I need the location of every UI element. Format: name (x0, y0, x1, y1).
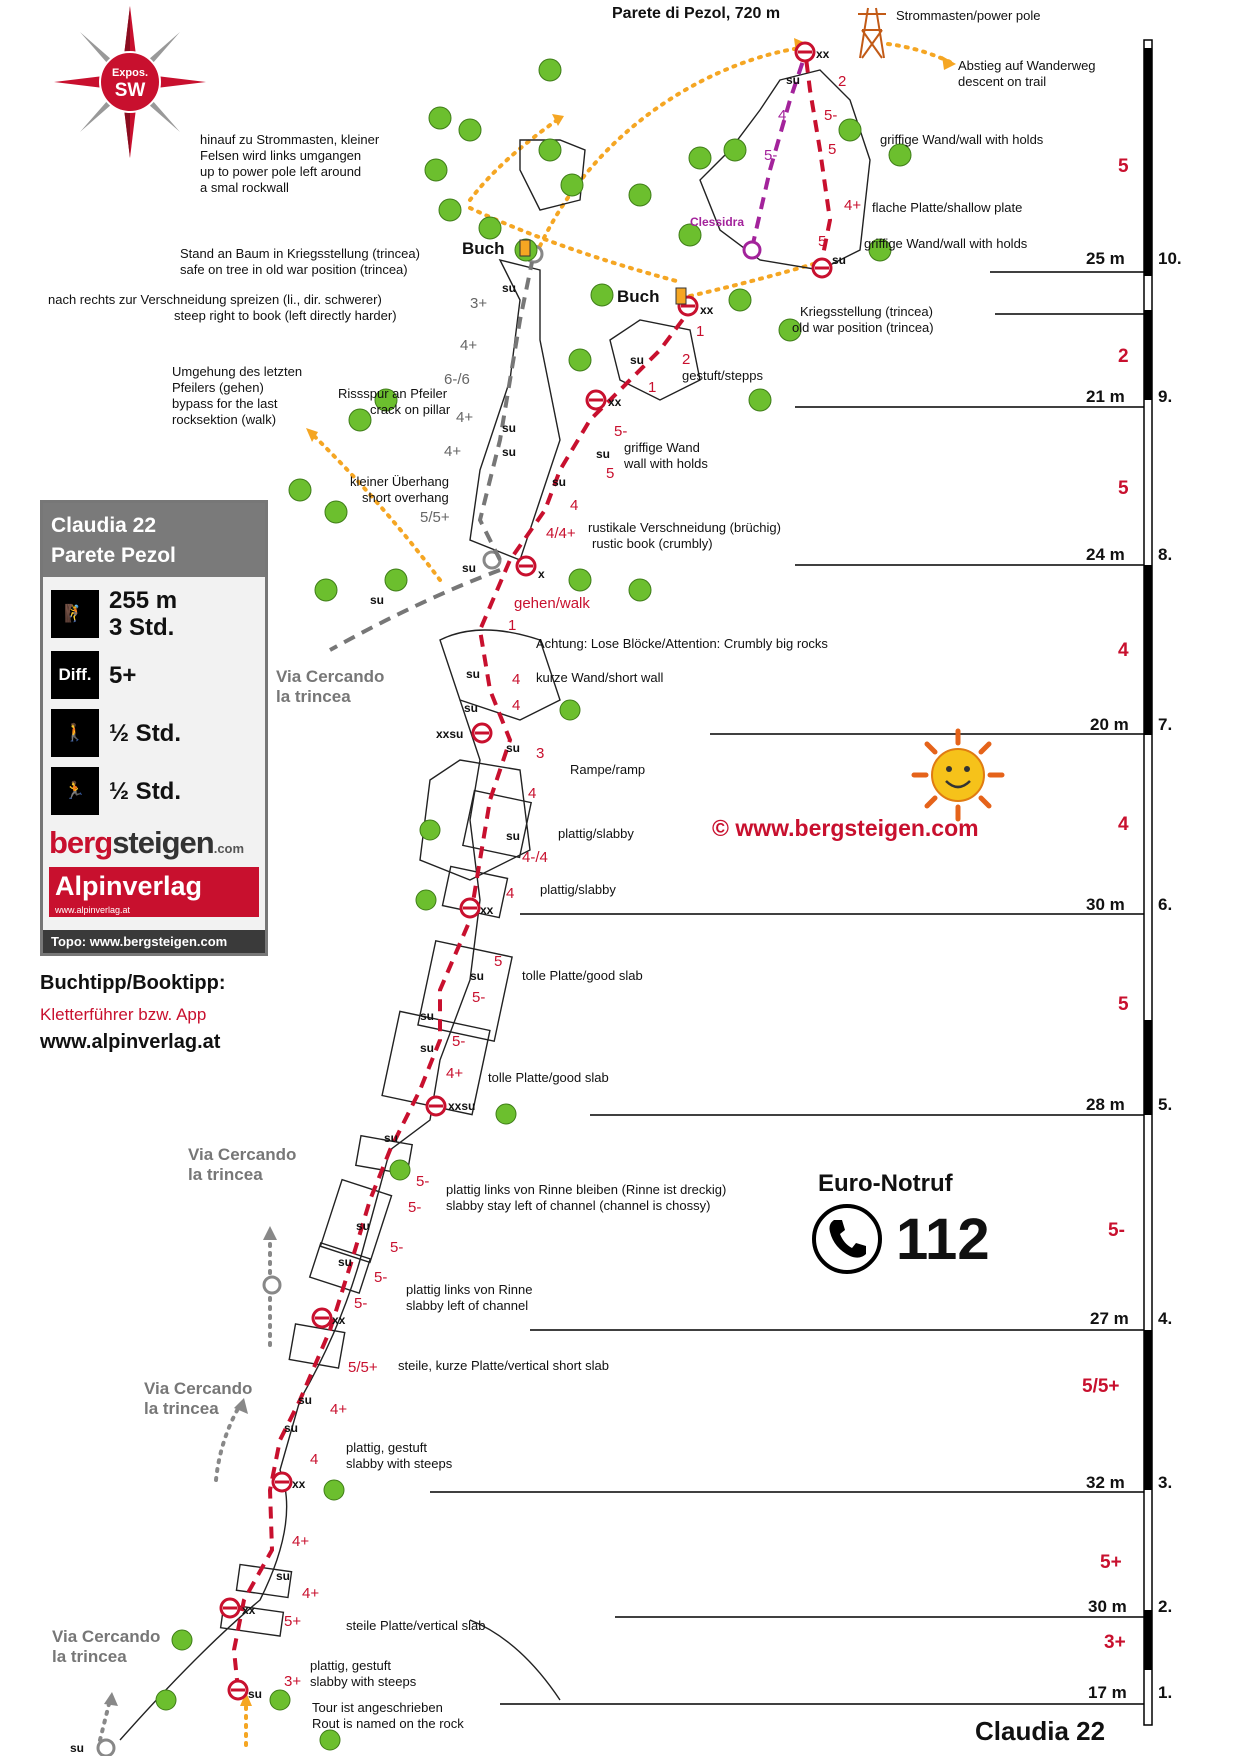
grade-label: 2 (838, 73, 847, 90)
note-overhang-2: short overhang (362, 490, 449, 505)
power-pole-icon (858, 8, 886, 58)
book-tip (40, 972, 226, 1054)
descent-time: ½ Std. (109, 777, 182, 805)
grade-label: 3+ (284, 1673, 302, 1690)
book-marker-icon (676, 288, 686, 304)
info-difficulty-row (51, 651, 257, 699)
note-powerpole-3: up to power pole left around (200, 164, 362, 179)
marker-su: su (462, 561, 477, 575)
bergsteigen-logo: bergsteigen.com (49, 825, 245, 860)
note-slabby-2: plattig/slabby (540, 882, 616, 897)
note-wallholds-mid: griffige Wand/wall with holds (864, 236, 1028, 251)
note-tree-2: safe on tree in old war position (trincea) (180, 262, 408, 277)
info-header (43, 503, 265, 577)
buch-label-1: Buch (462, 239, 505, 258)
clessidra-station-icon (744, 242, 760, 258)
marker-su: su (502, 445, 517, 459)
via-cercando-1a: Via Cercando (276, 667, 385, 686)
note-shortwall: kurze Wand/short wall (536, 670, 664, 685)
marker-xx: xx (608, 395, 622, 409)
note-slabby-1: plattig/slabby (558, 826, 634, 841)
note-bypass-3: bypass for the last (172, 396, 278, 411)
marker-su: su (420, 1009, 435, 1023)
pitch-8-grade: 5 (1118, 478, 1129, 499)
marker-xx: xx (816, 47, 830, 61)
pitch-9-number: 9. (1158, 387, 1173, 406)
grade-label: 5- (614, 423, 628, 440)
grade-label: 4 (310, 1451, 319, 1468)
note-channel-1: plattig links von Rinne bleiben (Rinne ist dreckig) (446, 1182, 727, 1197)
pitch-8-number: 8. (1158, 545, 1173, 564)
pitch-4-grade: 5- (1108, 1220, 1125, 1241)
marker-su: su (464, 701, 479, 715)
note-overhang-1: kleiner Überhang (350, 474, 450, 489)
note-powerpole-4: a smal rockwall (200, 180, 289, 195)
grade-label: 5/5+ (348, 1359, 378, 1376)
grade-label: 5- (452, 1033, 466, 1050)
grade-label: 5- (824, 107, 838, 124)
note-tree-1: Stand an Baum in Kriegsstellung (trincea) (180, 246, 420, 261)
note-steps-4: slabby with steeps (310, 1674, 417, 1689)
topo-credit: Topo: www.bergsteigen.com (43, 930, 265, 953)
note-clessidra: Clessidra (690, 215, 745, 229)
note-steps-1: plattig, gestuft (346, 1440, 427, 1455)
via-cercando-1b: la trincea (276, 687, 351, 706)
via-cercando-3a: Via Cercando (144, 1379, 253, 1398)
marker-su: su (552, 475, 567, 489)
note-ramp: Rampe/ramp (570, 762, 646, 777)
marker-su: su (70, 1741, 85, 1755)
power-pole-label: Strommasten/power pole (896, 8, 1041, 23)
marker-su: su (420, 1041, 435, 1055)
info-descent-row (51, 767, 257, 815)
pitch-2-grade: 5+ (1100, 1552, 1122, 1573)
grade-label: 5+ (284, 1613, 302, 1630)
note-crack-2: crack on pillar (370, 402, 451, 417)
marker-su: su (338, 1255, 353, 1269)
note-named-1: Tour ist angeschrieben (312, 1700, 443, 1715)
pitch-labels (1082, 156, 1182, 1702)
gray-anchor-icon (264, 1277, 280, 1293)
note-attention: Achtung: Lose Blöcke/Attention: Crumbly big rocks (536, 636, 828, 651)
pitch-1-number: 1. (1158, 1683, 1173, 1702)
pitch-6-grade: 4 (1118, 814, 1129, 835)
pitch-2-number: 2. (1158, 1597, 1173, 1616)
grade-label: 4+ (460, 337, 478, 354)
footer-route-title: Claudia 22 (975, 1716, 1106, 1746)
copyright-notice: © www.bergsteigen.com (712, 815, 979, 841)
pitch-3-grade: 5/5+ (1082, 1376, 1120, 1397)
grade-label: 1 (648, 379, 657, 396)
note-trincea-2: old war position (trincea) (792, 320, 934, 335)
emergency-title: Euro-Notruf (818, 1170, 953, 1197)
marker-su: su (466, 667, 481, 681)
pitch-1-grade: 3+ (1104, 1632, 1126, 1653)
pitch-8-length: 24 m (1086, 545, 1125, 564)
marker-xx: xx (292, 1477, 306, 1491)
grade-label: 4 (512, 697, 521, 714)
route-info-box (40, 500, 268, 956)
grade-label: 4+ (456, 409, 474, 426)
marker-su: su (630, 353, 645, 367)
marker-su: su (284, 1421, 299, 1435)
note-goodslab-1: tolle Platte/good slab (522, 968, 643, 983)
note-rustic-2: rustic book (crumbly) (592, 536, 713, 551)
grade-label: 4+ (292, 1533, 310, 1550)
grade-label: 5 (828, 141, 837, 158)
book-tip-subtitle: Kletterführer bzw. App (40, 1005, 207, 1024)
climber-icon: 🧗 (51, 590, 99, 638)
note-right-1: nach rechts zur Verschneidung spreizen (li., dir. schwerer) (48, 292, 382, 307)
info-approach-row (51, 709, 257, 757)
note-walk: gehen/walk (514, 595, 590, 612)
note-steps-3: plattig, gestuft (310, 1658, 391, 1673)
grade-label: 6-/6 (444, 371, 470, 388)
marker-su: su (506, 829, 521, 843)
note-vertical: steile, kurze Platte/vertical short slab (398, 1358, 609, 1373)
note-steps-2: slabby with steeps (346, 1456, 453, 1471)
pitch-7-grade: 4 (1118, 640, 1129, 661)
marker-su: su (596, 447, 611, 461)
marker-su: su (248, 1687, 263, 1701)
grade-label: 5 (818, 233, 827, 250)
grade-label: 5- (354, 1295, 368, 1312)
grade-label: 1 (508, 617, 517, 634)
grade-label: 5 (606, 465, 615, 482)
route-wall: Parete Pezol (51, 544, 176, 567)
pitch-3-number: 3. (1158, 1473, 1173, 1492)
pitch-10-number: 10. (1158, 249, 1182, 268)
marker-su: su (502, 281, 517, 295)
hiker-descent-icon: 🏃 (51, 767, 99, 815)
grade-label: 4+ (844, 197, 862, 214)
marker-su: su (506, 741, 521, 755)
via-cercando-4a: Via Cercando (52, 1627, 161, 1646)
note-right-2: steep right to book (left directly harder) (174, 308, 397, 323)
marker-su: su (470, 969, 485, 983)
note-griffig-2: wall with holds (624, 456, 708, 471)
sun-icon (914, 731, 1002, 819)
pitch-5-length: 28 m (1086, 1095, 1125, 1114)
emergency-call (810, 1170, 1010, 1276)
wall-title: Parete di Pezol, 720 m (612, 5, 781, 22)
note-named-2: Rout is named on the rock (312, 1716, 464, 1731)
compass-expos-label: Expos. (111, 67, 149, 79)
grade-label: 5- (374, 1269, 388, 1286)
marker-xx: xx (332, 1313, 346, 1327)
via-cercando-3b: la trincea (144, 1399, 219, 1418)
note-bypass-2: Pfeilers (gehen) (172, 380, 264, 395)
grade-label: 4+ (330, 1401, 348, 1418)
pitch-4-number: 4. (1158, 1309, 1173, 1328)
route-length: 255 m (109, 587, 178, 614)
marker-xx: xx (700, 303, 714, 317)
grade-label: 3 (536, 745, 545, 762)
compass-direction: SW (114, 80, 146, 101)
book-marker-icon (520, 240, 530, 256)
grade-label: 5- (416, 1173, 430, 1190)
note-channel-4: slabby left of channel (406, 1298, 529, 1313)
via-cercando-2a: Via Cercando (188, 1145, 297, 1164)
alpinverlag-url: www.alpinverlag.at (49, 905, 259, 917)
marker-su: su (502, 421, 517, 435)
note-channel-2: slabby stay left of channel (channel is chossy) (446, 1198, 711, 1213)
pitch-5-number: 5. (1158, 1095, 1173, 1114)
route-time: 3 Std. (109, 614, 175, 641)
marker-x: x (538, 567, 545, 581)
difficulty-icon: Diff. (51, 651, 99, 699)
note-griffig-1: griffige Wand (624, 440, 700, 455)
approach-time: ½ Std. (109, 719, 182, 747)
pitch-1-length: 17 m (1088, 1683, 1127, 1702)
marker-xx: xx (242, 1603, 256, 1617)
grade-label: 4+ (444, 443, 462, 460)
gray-anchor-icon (98, 1740, 114, 1756)
marker-su: su (786, 73, 801, 87)
route-difficulty: 5+ (109, 661, 137, 689)
grade-label: 4 (512, 671, 521, 688)
pitch-6-number: 6. (1158, 895, 1173, 914)
marker-su: su (298, 1393, 313, 1407)
grade-label: 3+ (470, 295, 488, 312)
grade-label: 4/4+ (546, 525, 576, 542)
pitch-dividers (430, 272, 1144, 1704)
via-cercando-4b: la trincea (52, 1647, 127, 1666)
pitch-4-length: 27 m (1090, 1309, 1129, 1328)
pitch-6-length: 30 m (1086, 895, 1125, 914)
grade-label: 4 (778, 107, 787, 124)
grade-label: 4+ (446, 1065, 464, 1082)
marker-su: su (356, 1219, 371, 1233)
pitch-10-length: 25 m (1086, 249, 1125, 268)
grade-label: 5- (764, 147, 778, 164)
grade-label: 4 (570, 497, 579, 514)
pitch-2-length: 30 m (1088, 1597, 1127, 1616)
info-length-row (51, 587, 257, 641)
note-wallholds-top: griffige Wand/wall with holds (880, 132, 1044, 147)
note-powerpole-2: Felsen wird links umgangen (200, 148, 362, 163)
grade-label: 5- (472, 989, 486, 1006)
compass-icon (54, 6, 206, 158)
marker-su: su (384, 1131, 399, 1145)
marker-xx: xx (480, 903, 494, 917)
phone-icon (810, 1202, 884, 1276)
pitch-3-length: 32 m (1086, 1473, 1125, 1492)
grade-label: 5/5+ (420, 509, 450, 526)
marker-xxsu: xxsu (436, 727, 464, 741)
grade-label: 4+ (302, 1585, 320, 1602)
grade-label: 4 (528, 785, 537, 802)
grade-label: 4-/4 (522, 849, 548, 866)
via-cercando-2b: la trincea (188, 1165, 263, 1184)
note-goodslab-2: tolle Platte/good slab (488, 1070, 609, 1085)
grade-label: 5 (494, 953, 503, 970)
note-bypass-4: rocksektion (walk) (172, 412, 277, 427)
grade-label: 1 (696, 323, 705, 340)
descent-en: descent on trail (958, 74, 1047, 89)
pitch-9-length: 21 m (1086, 387, 1125, 406)
descent-de: Abstieg auf Wanderweg (958, 58, 1096, 73)
marker-xxsu: xxsu (448, 1099, 476, 1113)
hiker-ascent-icon: 🚶 (51, 709, 99, 757)
grade-label: 2 (682, 351, 691, 368)
note-bypass-1: Umgehung des letzten (172, 364, 303, 379)
pitch-9-grade: 2 (1118, 346, 1129, 367)
grade-label: 5- (390, 1239, 404, 1256)
pitch-scale (1144, 40, 1152, 1725)
pitch-5-grade: 5 (1118, 994, 1129, 1015)
book-tip-title: Buchtipp/Booktipp: (40, 972, 226, 994)
route-name: Claudia 22 (51, 514, 157, 537)
note-verticalslab: steile Platte/vertical slab (346, 1618, 486, 1633)
grade-label: 5- (408, 1199, 422, 1216)
marker-su: su (370, 593, 385, 607)
marker-su: su (832, 253, 847, 267)
note-crack-1: Rissspur an Pfeiler (338, 386, 448, 401)
note-stepps: gestuft/stepps (682, 368, 763, 383)
emergency-number: 112 (896, 1206, 990, 1272)
buch-label-2: Buch (617, 287, 660, 306)
grade-label: 4 (506, 885, 515, 902)
pitch-10-grade: 5 (1118, 156, 1129, 177)
alpinverlag-logo: Alpinverlag (49, 867, 259, 905)
note-channel-3: plattig links von Rinne (406, 1282, 533, 1297)
book-tip-url[interactable]: www.alpinverlag.at (40, 1031, 221, 1053)
marker-su: su (276, 1569, 291, 1583)
note-trincea-1: Kriegsstellung (trincea) (800, 304, 933, 319)
pitch-7-length: 20 m (1090, 715, 1129, 734)
pitch-7-number: 7. (1158, 715, 1173, 734)
note-rustic-1: rustikale Verschneidung (brüchig) (588, 520, 781, 535)
note-shallow: flache Platte/shallow plate (872, 200, 1023, 215)
note-powerpole-1: hinauf zu Strommasten, kleiner (200, 132, 380, 147)
